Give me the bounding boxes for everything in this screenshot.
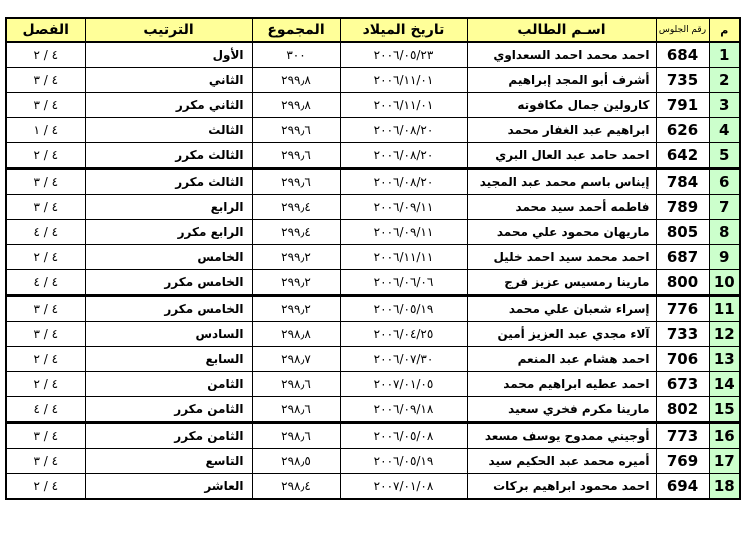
student-name-cell: إسراء شعبان علي محمد — [467, 296, 656, 322]
header-birth-date: تاريخ الميلاد — [340, 18, 467, 42]
birth-date-cell: ٢٠٠٦/٠٦/٠٦ — [340, 270, 467, 296]
rank-cell: الأول — [85, 42, 252, 68]
class-cell: ٤ / ١ — [6, 118, 85, 143]
birth-date-cell: ٢٠٠٦/٠٤/٢٥ — [340, 322, 467, 347]
table-row — [6, 449, 740, 474]
seat-number-cell: 673 — [656, 372, 709, 397]
birth-date-cell: ٢٠٠٦/٠٨/٢٠ — [340, 169, 467, 195]
student-name-cell: احمد محمد سيد احمد خليل — [467, 245, 656, 270]
header-student-name: اسـم الطالب — [467, 18, 656, 42]
student-name-cell: احمد عطيه ابراهيم محمد — [467, 372, 656, 397]
birth-date-cell: ٢٠٠٦/٠٥/٠٨ — [340, 423, 467, 449]
birth-date-cell: ٢٠٠٦/٠٨/٢٠ — [340, 118, 467, 143]
seat-number-cell: 733 — [656, 322, 709, 347]
row-number-cell: 12 — [709, 322, 740, 347]
student-name-cell: مارينا رمسيس عزيز فرج — [467, 270, 656, 296]
birth-date-cell: ٢٠٠٦/١١/٠١ — [340, 68, 467, 93]
class-cell: ٤ / ٢ — [6, 347, 85, 372]
birth-date-cell: ٢٠٠٦/١١/١١ — [340, 245, 467, 270]
table-row — [6, 397, 740, 423]
total-score-cell: ٢٩٩٫٤ — [252, 220, 340, 245]
class-cell: ٤ / ٣ — [6, 169, 85, 195]
table-row — [6, 93, 740, 118]
seat-number-cell: 791 — [656, 93, 709, 118]
seat-number-cell: 694 — [656, 474, 709, 500]
table-row — [6, 169, 740, 195]
row-number-cell: 14 — [709, 372, 740, 397]
header-seat-number: رقم الجلوس — [656, 18, 709, 42]
birth-date-cell: ٢٠٠٦/٠٩/١٨ — [340, 397, 467, 423]
rank-cell: الثامن مكرر — [85, 397, 252, 423]
results-sheet — [5, 17, 739, 500]
rank-cell: الثاني — [85, 68, 252, 93]
header-total: المجموع — [252, 18, 340, 42]
seat-number-cell: 789 — [656, 195, 709, 220]
student-name-cell: أوجيني ممدوح يوسف مسعد — [467, 423, 656, 449]
rank-cell: العاشر — [85, 474, 252, 500]
total-score-cell: ٢٩٨٫٨ — [252, 322, 340, 347]
total-score-cell: ٢٩٩٫٢ — [252, 296, 340, 322]
class-cell: ٤ / ٣ — [6, 68, 85, 93]
total-score-cell: ٢٩٨٫٥ — [252, 449, 340, 474]
rank-cell: الخامس مكرر — [85, 270, 252, 296]
total-score-cell: ٢٩٨٫٦ — [252, 372, 340, 397]
student-name-cell: أشرف أبو المجد إبراهيم — [467, 68, 656, 93]
header-rank: الترتيب — [85, 18, 252, 42]
table-row — [6, 42, 740, 68]
row-number-cell: 7 — [709, 195, 740, 220]
total-score-cell: ٢٩٩٫٨ — [252, 93, 340, 118]
row-number-cell: 2 — [709, 68, 740, 93]
class-cell: ٤ / ٣ — [6, 449, 85, 474]
rank-cell: الثالث مكرر — [85, 143, 252, 169]
table-row — [6, 372, 740, 397]
class-cell: ٤ / ٢ — [6, 245, 85, 270]
birth-date-cell: ٢٠٠٦/٠٥/١٩ — [340, 296, 467, 322]
seat-number-cell: 769 — [656, 449, 709, 474]
seat-number-cell: 687 — [656, 245, 709, 270]
seat-number-cell: 735 — [656, 68, 709, 93]
row-number-cell: 18 — [709, 474, 740, 500]
class-cell: ٤ / ٣ — [6, 93, 85, 118]
row-number-cell: 17 — [709, 449, 740, 474]
rank-cell: الخامس — [85, 245, 252, 270]
total-score-cell: ٢٩٩٫٢ — [252, 245, 340, 270]
total-score-cell: ٢٩٨٫٤ — [252, 474, 340, 500]
rank-cell: الثامن مكرر — [85, 423, 252, 449]
table-row — [6, 68, 740, 93]
birth-date-cell: ٢٠٠٦/٠٥/٢٣ — [340, 42, 467, 68]
seat-number-cell: 776 — [656, 296, 709, 322]
rank-cell: الثامن — [85, 372, 252, 397]
birth-date-cell: ٢٠٠٦/٠٧/٣٠ — [340, 347, 467, 372]
rank-cell: الخامس مكرر — [85, 296, 252, 322]
class-cell: ٤ / ٢ — [6, 42, 85, 68]
class-cell: ٤ / ٣ — [6, 195, 85, 220]
student-name-cell: إيناس باسم محمد عبد المجيد — [467, 169, 656, 195]
table-row — [6, 322, 740, 347]
rank-cell: السابع — [85, 347, 252, 372]
students-table — [5, 17, 741, 500]
table-row — [6, 118, 740, 143]
birth-date-cell: ٢٠٠٧/٠١/٠٥ — [340, 372, 467, 397]
class-cell: ٤ / ٤ — [6, 397, 85, 423]
total-score-cell: ٢٩٨٫٧ — [252, 347, 340, 372]
birth-date-cell: ٢٠٠٧/٠١/٠٨ — [340, 474, 467, 500]
table-row — [6, 347, 740, 372]
seat-number-cell: 802 — [656, 397, 709, 423]
student-name-cell: احمد هشام عبد المنعم — [467, 347, 656, 372]
rank-cell: التاسع — [85, 449, 252, 474]
rank-cell: الثالث مكرر — [85, 169, 252, 195]
class-cell: ٤ / ٣ — [6, 423, 85, 449]
table-row — [6, 220, 740, 245]
class-cell: ٤ / ٢ — [6, 372, 85, 397]
row-number-cell: 4 — [709, 118, 740, 143]
seat-number-cell: 805 — [656, 220, 709, 245]
student-name-cell: ابراهيم عبد الغفار محمد — [467, 118, 656, 143]
total-score-cell: ٢٩٩٫٦ — [252, 169, 340, 195]
student-name-cell: آلاء مجدي عبد العزيز أمين — [467, 322, 656, 347]
total-score-cell: ٣٠٠ — [252, 42, 340, 68]
student-name-cell: احمد حامد عبد العال البري — [467, 143, 656, 169]
class-cell: ٤ / ٤ — [6, 270, 85, 296]
total-score-cell: ٢٩٩٫٨ — [252, 68, 340, 93]
student-name-cell: احمد محمد احمد السعداوي — [467, 42, 656, 68]
row-number-cell: 3 — [709, 93, 740, 118]
row-number-cell: 1 — [709, 42, 740, 68]
row-number-cell: 11 — [709, 296, 740, 322]
birth-date-cell: ٢٠٠٦/٠٩/١١ — [340, 195, 467, 220]
class-cell: ٤ / ٢ — [6, 143, 85, 169]
table-row — [6, 423, 740, 449]
table-row — [6, 143, 740, 169]
table-row — [6, 270, 740, 296]
row-number-cell: 16 — [709, 423, 740, 449]
seat-number-cell: 706 — [656, 347, 709, 372]
rank-cell: الثاني مكرر — [85, 93, 252, 118]
class-cell: ٤ / ٣ — [6, 322, 85, 347]
row-number-cell: 15 — [709, 397, 740, 423]
table-body — [6, 42, 740, 499]
seat-number-cell: 684 — [656, 42, 709, 68]
student-name-cell: مارينا مكرم فخري سعيد — [467, 397, 656, 423]
seat-number-cell: 642 — [656, 143, 709, 169]
header-row — [6, 18, 740, 42]
student-name-cell: احمد محمود ابراهيم بركات — [467, 474, 656, 500]
table-row — [6, 296, 740, 322]
seat-number-cell: 784 — [656, 169, 709, 195]
student-name-cell: أميره محمد عبد الحكيم سيد — [467, 449, 656, 474]
row-number-cell: 6 — [709, 169, 740, 195]
total-score-cell: ٢٩٩٫٤ — [252, 195, 340, 220]
table-row — [6, 474, 740, 500]
total-score-cell: ٢٩٩٫٦ — [252, 118, 340, 143]
row-number-cell: 9 — [709, 245, 740, 270]
rank-cell: السادس — [85, 322, 252, 347]
row-number-cell: 10 — [709, 270, 740, 296]
birth-date-cell: ٢٠٠٦/٠٥/١٩ — [340, 449, 467, 474]
class-cell: ٤ / ٣ — [6, 296, 85, 322]
row-number-cell: 5 — [709, 143, 740, 169]
class-cell: ٤ / ٤ — [6, 220, 85, 245]
header-num: م — [709, 18, 740, 42]
seat-number-cell: 800 — [656, 270, 709, 296]
row-number-cell: 8 — [709, 220, 740, 245]
birth-date-cell: ٢٠٠٦/٠٩/١١ — [340, 220, 467, 245]
total-score-cell: ٢٩٩٫٢ — [252, 270, 340, 296]
total-score-cell: ٢٩٩٫٦ — [252, 143, 340, 169]
student-name-cell: ماريهان محمود علي محمد — [467, 220, 656, 245]
rank-cell: الرابع — [85, 195, 252, 220]
rank-cell: الثالث — [85, 118, 252, 143]
rank-cell: الرابع مكرر — [85, 220, 252, 245]
seat-number-cell: 773 — [656, 423, 709, 449]
student-name-cell: فاطمه أحمد سيد محمد — [467, 195, 656, 220]
header-class: الفصل — [6, 18, 85, 42]
birth-date-cell: ٢٠٠٦/٠٨/٢٠ — [340, 143, 467, 169]
seat-number-cell: 626 — [656, 118, 709, 143]
table-row — [6, 195, 740, 220]
birth-date-cell: ٢٠٠٦/١١/٠١ — [340, 93, 467, 118]
total-score-cell: ٢٩٨٫٦ — [252, 397, 340, 423]
total-score-cell: ٢٩٨٫٦ — [252, 423, 340, 449]
row-number-cell: 13 — [709, 347, 740, 372]
class-cell: ٤ / ٢ — [6, 474, 85, 500]
table-row — [6, 245, 740, 270]
student-name-cell: كارولين جمال مكافوته — [467, 93, 656, 118]
